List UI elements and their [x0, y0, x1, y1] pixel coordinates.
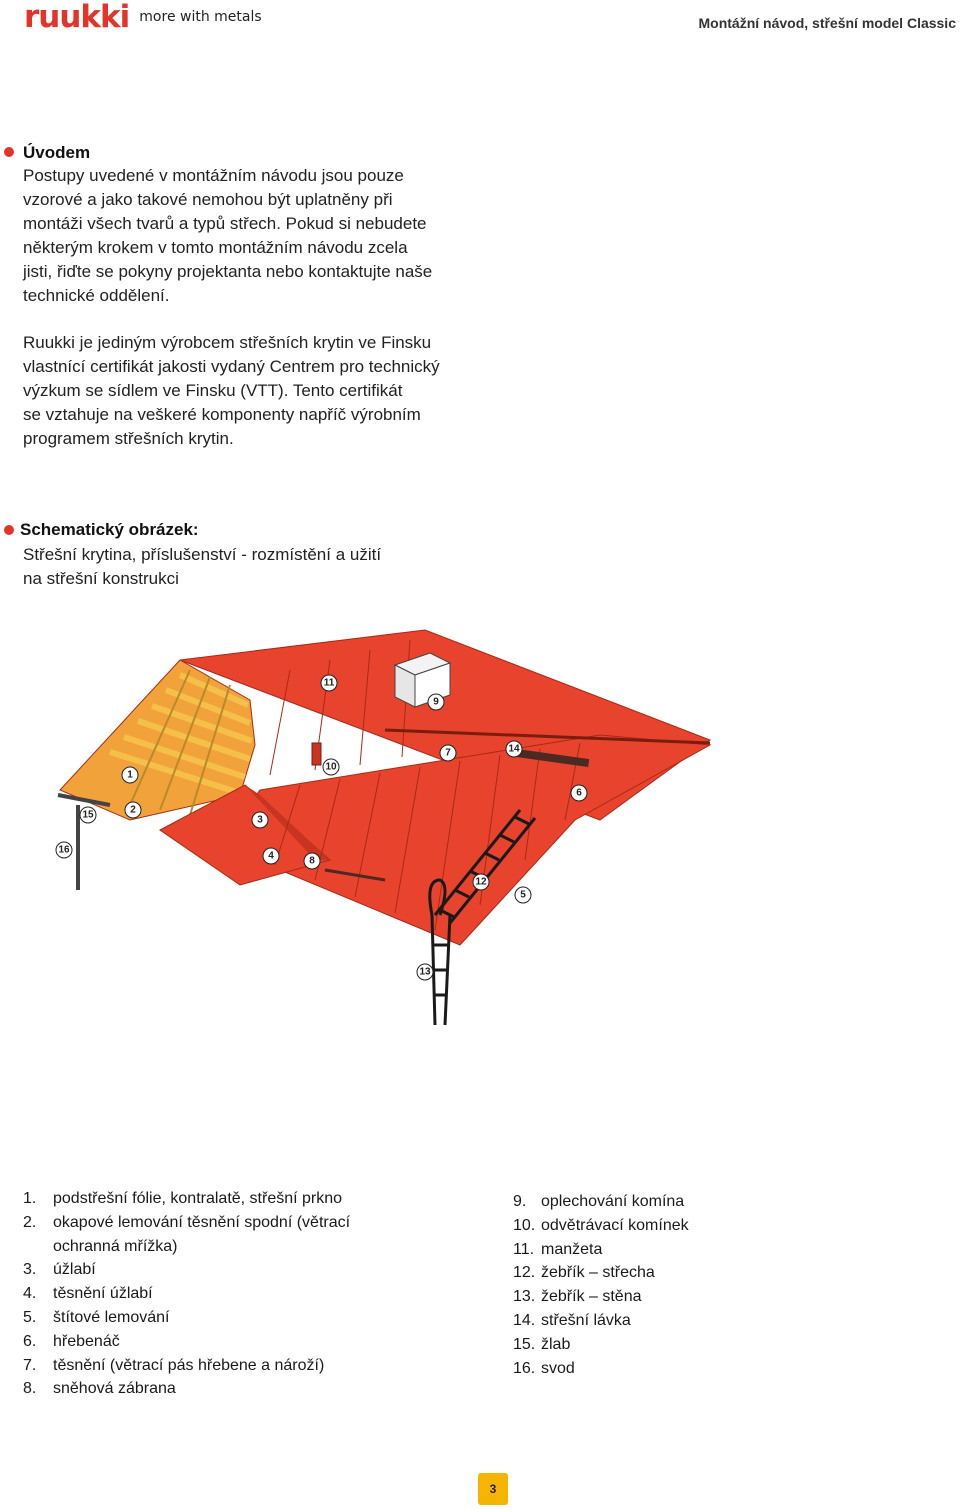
bullet-icon [4, 147, 14, 157]
legend-item [23, 1354, 350, 1378]
bullet-icon [4, 525, 14, 535]
text-line: programem střešních krytin. [23, 429, 234, 448]
logo-wordmark: ruukki [24, 0, 130, 35]
legend-text: žebřík – střecha [541, 1264, 655, 1282]
text-line: výzkum se sídlem ve Finsku (VTT). Tento certifikát [23, 381, 403, 400]
legend-number: 5. [23, 1308, 37, 1326]
legend-item [23, 1282, 350, 1306]
legend-item [23, 1211, 350, 1235]
legend-left-column [23, 1187, 350, 1401]
roof-diagram [40, 615, 740, 1045]
text-line: Střešní krytina, příslušenství - rozmístění a užití [23, 545, 382, 564]
legend-text: štítové lemování [53, 1308, 170, 1326]
legend-number: 14. [513, 1311, 536, 1329]
legend-text: okapové lemování těsnění spodní (větrací [53, 1213, 351, 1231]
legend-number: 11. [513, 1240, 535, 1258]
legend-number: 7. [23, 1356, 37, 1374]
legend-number: 12. [513, 1264, 536, 1282]
svg-text:12: 12 [475, 876, 487, 888]
legend-text: manžeta [541, 1240, 603, 1258]
callout-5 [515, 887, 531, 903]
callout-8 [304, 853, 320, 869]
svg-text:15: 15 [82, 809, 94, 821]
legend-item [513, 1357, 689, 1381]
legend-number: 10. [513, 1216, 536, 1234]
text-line: se vztahuje na veškeré komponenty napříč výrobním [23, 405, 421, 424]
legend-item [23, 1235, 350, 1259]
svg-text:1: 1 [127, 769, 133, 781]
svg-text:2: 2 [130, 804, 136, 816]
callout-2 [125, 802, 141, 818]
legend-item [513, 1309, 689, 1333]
legend-number: 3. [23, 1261, 37, 1279]
text-line: některým krokem v tomto montážním návodu zcela [23, 238, 408, 257]
callout-1 [122, 767, 138, 783]
callout-7 [440, 745, 456, 761]
legend-number: 1. [23, 1190, 37, 1207]
intro-paragraph-2 [23, 331, 483, 451]
legend-item [513, 1190, 689, 1214]
legend-text: oplechování komína [541, 1193, 685, 1210]
legend-text: podstřešní fólie, kontralatě, střešní prkno [53, 1190, 343, 1207]
callout-10 [323, 759, 339, 775]
legend-text: ochranná mřížka) [53, 1237, 178, 1255]
ruukki-logo [24, 0, 262, 34]
legend-number [23, 1235, 53, 1259]
schematic-subtitle [23, 543, 483, 591]
svg-text:6: 6 [576, 787, 582, 799]
svg-text:8: 8 [309, 855, 315, 867]
document-title: Montážní návod, střešní model Classic [698, 15, 956, 31]
callout-3 [252, 812, 268, 828]
svg-text:3: 3 [257, 814, 263, 826]
text-line: technické oddělení. [23, 286, 170, 305]
legend-number: 8. [23, 1380, 37, 1398]
schematic-heading: Schematický obrázek: [20, 520, 199, 539]
callout-12 [473, 874, 489, 890]
text-line: montáži všech tvarů a typů střech. Pokud si nebudete [23, 214, 427, 233]
legend-number: 6. [23, 1332, 37, 1350]
svg-text:13: 13 [419, 966, 431, 978]
svg-text:16: 16 [58, 844, 70, 856]
legend-text: žlab [541, 1335, 571, 1353]
legend-item [513, 1333, 689, 1357]
legend-number: 15. [513, 1335, 536, 1353]
legend-item [513, 1261, 689, 1285]
legend-text: střešní lávka [541, 1311, 631, 1329]
svg-text:14: 14 [508, 743, 520, 755]
legend-item [23, 1330, 350, 1354]
legend-item [513, 1285, 689, 1309]
legend-text: úžlabí [53, 1261, 96, 1279]
callout-16 [56, 842, 72, 858]
callout-9 [428, 694, 444, 710]
legend-text: hřebenáč [53, 1332, 120, 1350]
intro-paragraph-1 [23, 164, 483, 308]
svg-text:9: 9 [433, 696, 439, 708]
legend-text: těsnění úžlabí [53, 1285, 153, 1303]
callout-13 [417, 964, 433, 980]
legend-number: 16. [513, 1359, 536, 1377]
callout-11 [321, 675, 337, 691]
legend-text: sněhová zábrana [53, 1380, 176, 1398]
vent-pipe [312, 743, 321, 765]
legend-item [23, 1258, 350, 1282]
text-line: jisti, řiďte se pokyny projektanta nebo kontaktujte naše [23, 262, 433, 281]
legend-number: 13. [513, 1288, 536, 1306]
legend-item [23, 1377, 350, 1401]
legend-number: 9. [513, 1193, 527, 1210]
legend-number: 4. [23, 1285, 37, 1303]
callout-6 [571, 785, 587, 801]
legend-item [23, 1187, 350, 1211]
legend-text: odvětrávací komínek [541, 1216, 689, 1234]
legend-right-column [513, 1190, 689, 1380]
legend-text: těsnění (větrací pás hřebene a nároží) [53, 1356, 325, 1374]
logo-tagline: more with metals [139, 9, 262, 25]
legend-item [513, 1214, 689, 1238]
svg-text:4: 4 [268, 850, 274, 862]
legend-text: svod [541, 1359, 575, 1377]
text-line: Postupy uvedené v montážním návodu jsou pouze [23, 166, 404, 185]
text-line: vlastnící certifikát jakosti vydaný Centrem pro technický [23, 357, 440, 376]
intro-heading: Úvodem [23, 143, 91, 162]
legend-item [23, 1306, 350, 1330]
svg-text:10: 10 [325, 761, 337, 773]
svg-text:11: 11 [323, 677, 335, 689]
page-number: 3 [478, 1473, 508, 1505]
legend-number: 2. [23, 1213, 37, 1231]
text-line: na střešní konstrukci [23, 569, 179, 588]
text-line: vzorové a jako takové nemohou být uplatněny při [23, 190, 393, 209]
legend-text: žebřík – stěna [541, 1288, 642, 1306]
svg-text:7: 7 [445, 747, 451, 759]
callout-4 [263, 848, 279, 864]
callout-14 [506, 741, 522, 757]
legend-item [513, 1238, 689, 1262]
svg-text:5: 5 [520, 889, 526, 901]
callout-15 [80, 807, 96, 823]
text-line: Ruukki je jediným výrobcem střešních krytin ve Finsku [23, 333, 432, 352]
